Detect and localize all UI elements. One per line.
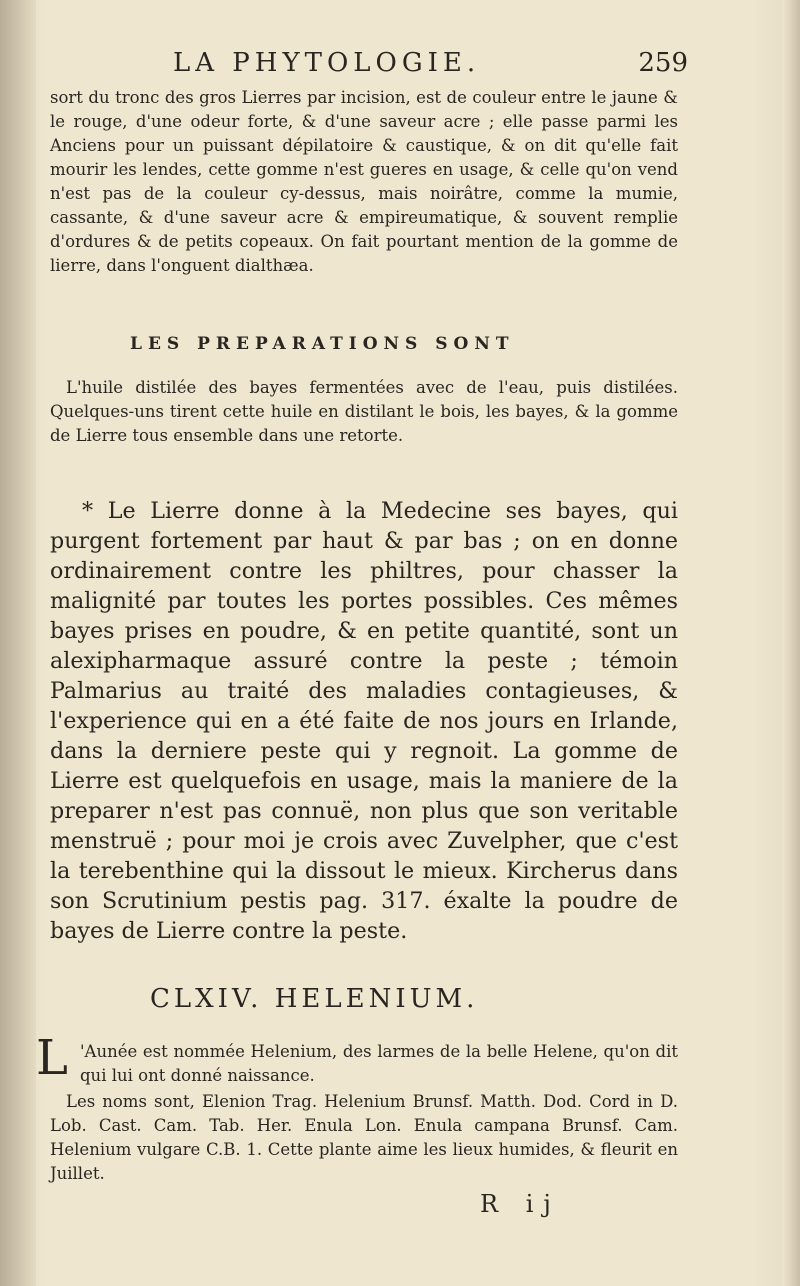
medicine-paragraph [50, 496, 678, 946]
medicine-paragraph-text: * Le Lierre donne à la Medecine ses bayes, qui purgent fortement par haut & par bas ; on en donne ordinairement contre les philtres, pour chasser la malignité par toutes les portes possibles. Ces mêmes bayes prises en poudre, & en petite quantité, sont un alexipharmaque assuré contre la peste ; témoin Palmarius au traité des maladies contagieuses, & l'experience qui en a été faite de nos jours en Irlande, dans la derniere peste qui y regnoit. La gomme de Lierre est quelquefois en usage, mais la maniere de la preparer n'est pas connuë, non plus que son veritable menstruë ; pour moi je crois avec Zuvelpher, que c'est la terebenthine qui la dissout le mieux. Kircherus dans son Scrutinium pestis pag. 317. éxalte la poudre de bayes de Lierre contre la peste. [50, 498, 678, 944]
preparations-text: L'huile distilée des bayes fermentées avec de l'eau, puis distilées. Quelques-uns tirent cette huile en distilant le bois, les bayes, & la gomme de Lierre tous ensemble dans une retorte. [50, 378, 678, 445]
drop-capital: L [36, 1030, 68, 1086]
helenium-intro [80, 1040, 678, 1088]
page-header [48, 44, 688, 84]
helenium-names [50, 1090, 678, 1186]
helenium-names-text: Les noms sont, Elenion Trag. Helenium Brunsf. Matth. Dod. Cord in D. Lob. Cast. Cam. Tab. Her. Enula Lon. Enula campana Brunsf. Cam. Helenium vulgare C.B. 1. Cette plante aime les lieux humides, & fleurit en Juillet. [50, 1092, 678, 1183]
chapter-heading: CLXIV. HELENIUM. [150, 984, 479, 1014]
running-title: LA PHYTOLOGIE. [173, 48, 481, 78]
page-gutter-shadow [0, 0, 36, 1286]
signature-mark: R ij [480, 1190, 561, 1218]
preparations-block [50, 376, 678, 448]
paragraph-gum [50, 86, 678, 278]
helenium-intro-text: 'Aunée est nommée Helenium, des larmes de la belle Helene, qu'on dit qui lui ont donné naissance. [80, 1042, 678, 1085]
page-edge-shadow [782, 0, 800, 1286]
preparations-heading: LES PREPARATIONS SONT [130, 334, 515, 354]
paragraph-gum-text: sort du tronc des gros Lierres par incision, est de couleur entre le jaune & le rouge, d'une odeur forte, & d'une saveur acre ; elle passe parmi les Anciens pour un puissant dépilatoire & caustique, & on dit qu'elle fait mourir les lendes, cette gomme n'est gueres en usage, & celle qu'on vend n'est pas de la couleur cy-dessus, mais noirâtre, comme la mumie, cassante, & d'une saveur acre & empireumatique, & souvent remplie d'ordures & de petits copeaux. On fait pourtant mention de la gomme de lierre, dans l'onguent dialthæa. [50, 88, 678, 275]
page-number: 259 [638, 48, 688, 78]
